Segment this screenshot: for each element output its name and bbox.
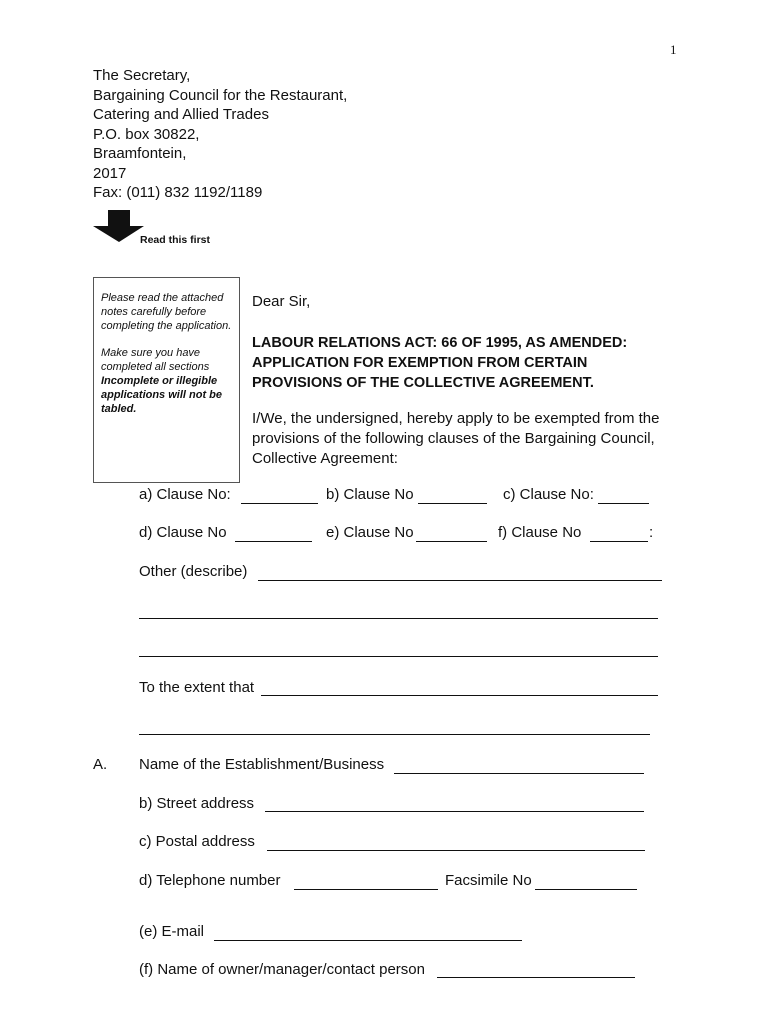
establishment-name-field[interactable]: [394, 773, 644, 774]
postal-address-field[interactable]: [267, 850, 645, 851]
notes-para-2: Make sure you have completed all sections: [101, 347, 210, 373]
clause-f-suffix: :: [649, 524, 654, 541]
heading-line: APPLICATION FOR EXEMPTION FROM CERTAIN: [252, 355, 588, 371]
clause-d-field[interactable]: [235, 541, 312, 542]
telephone-field[interactable]: [294, 889, 438, 890]
extent-label: To the extent that: [139, 679, 255, 696]
establishment-name-label: Name of the Establishment/Business: [139, 756, 385, 773]
address-line: Braamfontein,: [93, 145, 187, 162]
clause-d-label: d) Clause No: [139, 524, 227, 541]
read-first-label: Read this first: [140, 234, 211, 246]
other-field-line-2[interactable]: [139, 618, 658, 619]
other-field-line-3[interactable]: [139, 656, 658, 657]
address-line: Catering and Allied Trades: [93, 106, 269, 123]
clause-a-label: a) Clause No:: [139, 486, 231, 503]
address-line: Bargaining Council for the Restaurant,: [93, 86, 348, 104]
clause-c-field[interactable]: [598, 503, 649, 504]
other-label: Other (describe): [139, 563, 248, 580]
address-line: P.O. box 30822,: [93, 125, 200, 143]
extent-field-line-2[interactable]: [139, 734, 650, 735]
clause-b-field[interactable]: [418, 503, 487, 504]
postal-address-label: c) Postal address: [139, 833, 255, 850]
clause-a-field[interactable]: [241, 503, 318, 504]
clause-e-label: e) Clause No: [326, 524, 414, 541]
recipient-address: [93, 66, 347, 203]
notes-para-1: Please read the attached notes carefully before completing the application.: [101, 292, 232, 332]
facsimile-label: Facsimile No: [445, 872, 532, 889]
address-line: Fax: (011) 832 1192/1189: [93, 184, 263, 201]
letter-heading: [252, 333, 672, 393]
email-field[interactable]: [214, 940, 522, 941]
street-address-field[interactable]: [265, 811, 644, 812]
facsimile-field[interactable]: [535, 889, 637, 890]
heading-line: LABOUR RELATIONS ACT: 66 OF 1995, AS AMENDED:: [252, 335, 628, 351]
section-a-marker: A.: [93, 756, 108, 773]
notes-text: [101, 291, 241, 416]
notes-para-3: Incomplete or illegible applications will not be tabled.: [101, 375, 223, 415]
intro-line: I/We, the undersigned, hereby apply to be exempted from the: [252, 410, 660, 427]
intro-line: provisions of the following clauses of the Bargaining Council,: [252, 430, 655, 447]
owner-label: (f) Name of owner/manager/contact person: [139, 961, 425, 978]
page-number: 1: [670, 42, 677, 57]
telephone-label: d) Telephone number: [139, 872, 281, 889]
clause-b-label: b) Clause No: [326, 486, 414, 503]
email-label: (e) E-mail: [139, 923, 205, 940]
address-line: The Secretary,: [93, 67, 191, 84]
letter-intro: [252, 409, 682, 469]
street-address-label: b) Street address: [139, 795, 255, 812]
clause-f-label: f) Clause No: [498, 524, 582, 541]
clause-f-field[interactable]: [590, 541, 648, 542]
extent-field[interactable]: [261, 695, 658, 696]
other-field[interactable]: [258, 580, 662, 581]
greeting: Dear Sir,: [252, 293, 311, 310]
down-arrow-icon: [90, 210, 146, 244]
owner-field[interactable]: [437, 977, 635, 978]
address-line: 2017: [93, 164, 127, 182]
clause-c-label: c) Clause No:: [503, 486, 594, 503]
heading-line: PROVISIONS OF THE COLLECTIVE AGREEMENT.: [252, 375, 594, 391]
intro-line: Collective Agreement:: [252, 450, 398, 467]
clause-e-field[interactable]: [416, 541, 487, 542]
